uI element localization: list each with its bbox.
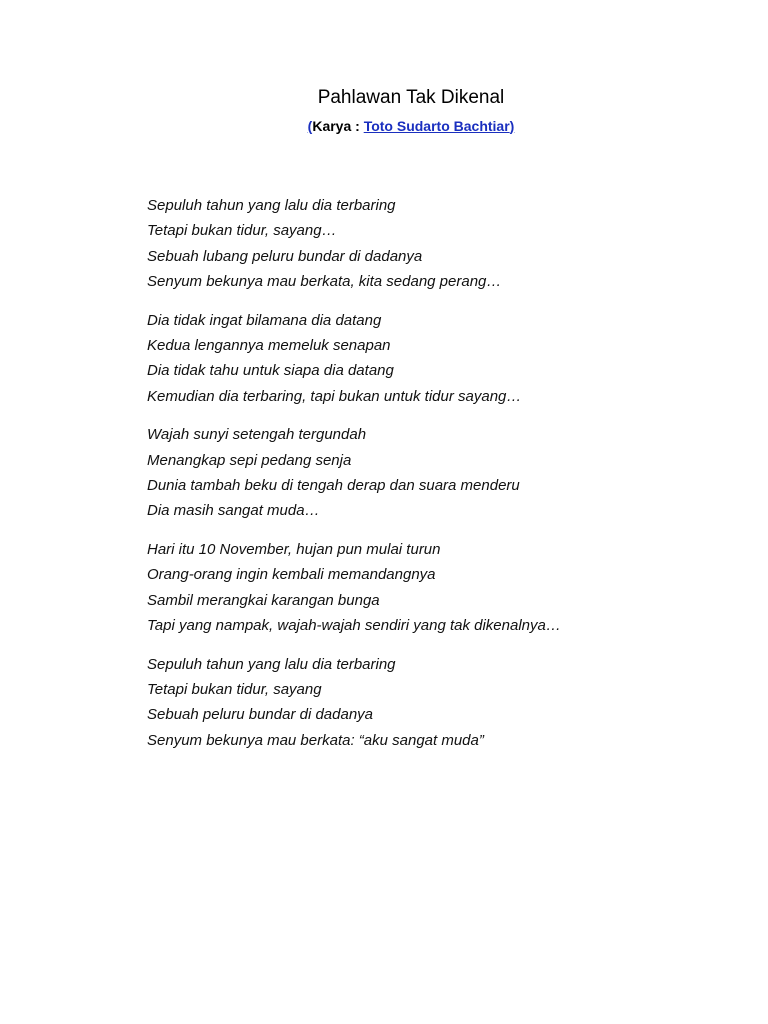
stanza-3 [147,422,707,523]
poem-line: Sepuluh tahun yang lalu dia terbaring [147,655,396,673]
poem-line: Dia tidak ingat bilamana dia datang [147,311,382,329]
poem-line: Sebuah lubang peluru bundar di dadanya [147,247,423,265]
poem-body [147,193,707,766]
poem-line: Tetapi bukan tidur, sayang [147,681,322,699]
poem-subtitle [0,116,768,136]
stanza-4 [147,537,707,638]
poem-line: Sebuah peluru bundar di dadanya [147,706,374,724]
subtitle-prefix: Karya : [312,118,364,134]
poem-line: Tetapi bukan tidur, sayang… [147,222,337,240]
poem-line: Orang-orang ingin kembali memandangnya [147,566,436,584]
poem-line: Sambil merangkai karangan bunga [147,591,380,609]
poem-line: Kemudian dia terbaring, tapi bukan untuk tidur sayang… [147,387,522,405]
poem-line: Dia tidak tahu untuk siapa dia datang [147,362,394,380]
poem-line: Kedua lengannya memeluk senapan [147,336,391,354]
poem-line: Sepuluh tahun yang lalu dia terbaring [147,197,396,214]
stanza-2 [147,308,707,409]
poem-line: Menangkap sepi pedang senja [147,451,352,469]
poem-line: Hari itu 10 November, hujan pun mulai turun [147,541,441,559]
poem-line: Dia masih sangat muda… [147,502,320,520]
poem-line: Senyum bekunya mau berkata, kita sedang perang… [147,272,502,290]
poem-line: Senyum bekunya mau berkata: “aku sangat muda” [147,731,484,749]
poem-line: Dunia tambah beku di tengah derap dan suara menderu [147,476,520,494]
subtitle-open-paren: ( [307,118,313,134]
stanza-5 [147,652,707,753]
stanza-1 [147,193,707,294]
poem-line: Tapi yang nampak, wajah-wajah sendiri yang tak dikenalnya… [147,616,561,634]
poem-title: Pahlawan Tak Dikenal [317,87,505,108]
poem-line: Wajah sunyi setengah tergundah [147,426,367,444]
author-link[interactable]: Toto Sudarto Bachtiar [363,118,510,134]
subtitle-close-paren: ) [509,118,515,134]
